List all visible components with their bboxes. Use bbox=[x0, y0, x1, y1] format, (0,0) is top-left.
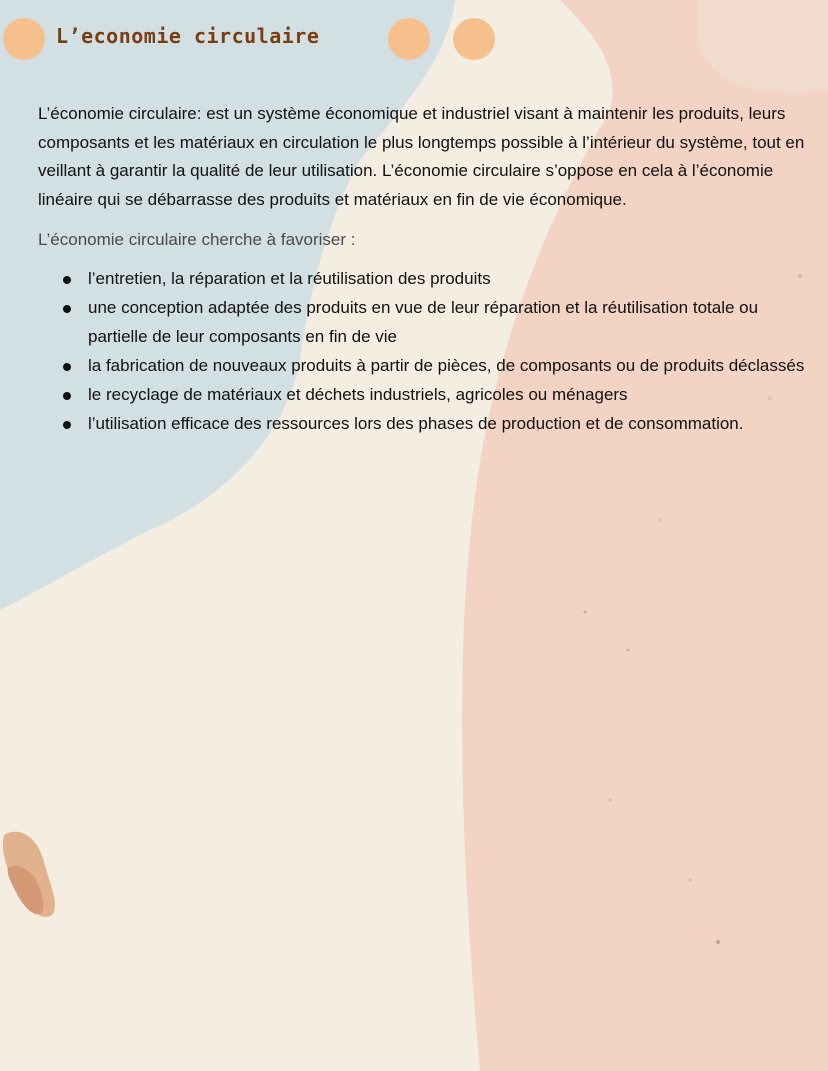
bullet-icon bbox=[63, 305, 71, 313]
list-item bbox=[38, 264, 808, 293]
decorative-dot bbox=[388, 18, 430, 60]
title-bar bbox=[0, 14, 828, 66]
decorative-dot bbox=[3, 18, 45, 60]
bullet-icon bbox=[63, 276, 71, 284]
bullet-list bbox=[38, 264, 808, 438]
list-item bbox=[38, 380, 808, 409]
bullet-icon bbox=[63, 421, 71, 429]
list-item-text: l’utilisation efficace des ressources lors des phases de production et de consommation. bbox=[88, 414, 744, 434]
decorative-dot bbox=[453, 18, 495, 60]
page-title: L’economie circulaire bbox=[56, 24, 320, 48]
list-item bbox=[38, 351, 808, 380]
list-item bbox=[38, 293, 808, 351]
bullet-icon bbox=[63, 363, 71, 371]
main-content bbox=[38, 100, 808, 438]
list-item-text: l’entretien, la réparation et la réutilisation des produits bbox=[88, 269, 491, 289]
intro-paragraph: L’économie circulaire: est un système économique et industriel visant à maintenir les produits, leurs composants et les matériaux en circulation le plus longtemps possible à l’intérieur du système, tout en veillant à garantir la qualité de leur utilisation. L’économie circulaire s’oppose en cela à l’économie linéaire qui se débarrasse des produits et matériaux en fin de vie économique. bbox=[38, 104, 805, 209]
list-item-text: la fabrication de nouveaux produits à partir de pièces, de composants ou de produits déclassés bbox=[88, 356, 805, 376]
list-item-text: une conception adaptée des produits en vue de leur réparation et la réutilisation totale ou partielle de leur composants en fin de vie bbox=[88, 298, 759, 347]
bullet-icon bbox=[63, 392, 71, 400]
list-lead-text: L’économie circulaire cherche à favoriser : bbox=[38, 230, 356, 250]
list-item bbox=[38, 409, 808, 438]
list-item-text: le recyclage de matériaux et déchets industriels, agricoles ou ménagers bbox=[88, 385, 628, 405]
